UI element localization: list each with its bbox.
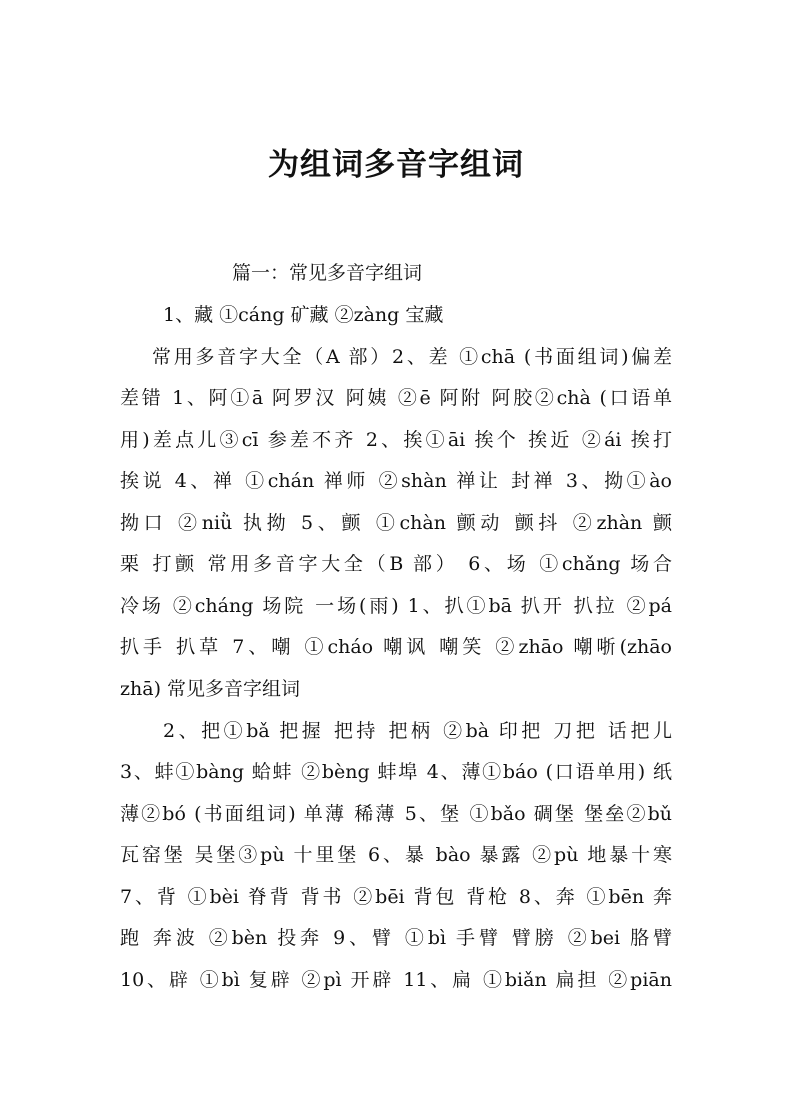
text-line: zhā) 常见多音字组词: [120, 678, 301, 700]
text-line: 拗口 ②niǜ 执拗 5、颤 ①chàn 颤动 颤抖 ②zhàn 颤: [120, 512, 672, 534]
section-subtitle: 篇一：常见多音字组词: [232, 262, 423, 284]
text-line: 跑 奔波 ②bèn 投奔 9、臂 ①bì 手臂 臂膀 ②bei 胳臂: [120, 927, 672, 949]
text-line: 差错 1、阿①ā 阿罗汉 阿姨 ②ē 阿附 阿胶②chà (口语单: [120, 387, 672, 409]
text-line: 用)差点儿③cī 参差不齐 2、挨①āi 挨个 挨近 ②ái 挨打: [120, 429, 672, 451]
document-title: 为组词多音字组词: [268, 147, 524, 183]
text-line: 冷场 ②cháng 场院 一场(雨) 1、扒①bā 扒开 扒拉 ②pá: [120, 595, 672, 617]
text-line: 薄②bó (书面组词) 单薄 稀薄 5、堡 ①bǎo 碉堡 堡垒②bǔ: [120, 803, 672, 825]
text-line: 栗 打颤 常用多音字大全（B 部） 6、场 ①chǎng 场合: [120, 553, 672, 575]
text-line: 挨说 4、禅 ①chán 禅师 ②shàn 禅让 封禅 3、拗①ào: [120, 470, 672, 492]
text-line: 扒手 扒草 7、嘲 ①cháo 嘲讽 嘲笑 ②zhāo 嘲哳(zhāo: [120, 636, 672, 658]
text-line: 10、辟 ①bì 复辟 ②pì 开辟 11、扁 ①biǎn 扁担 ②piān: [120, 969, 672, 991]
text-line: 3、蚌①bàng 蛤蚌 ②bèng 蚌埠 4、薄①báo (口语单用) 纸: [120, 761, 672, 783]
text-line: 常用多音字大全（A 部）2、差 ①chā (书面组词)偏差: [152, 346, 672, 368]
text-line: 瓦窑堡 吴堡③pù 十里堡 6、暴 bào 暴露 ②pù 地暴十寒: [120, 844, 672, 866]
text-line: 1、藏 ①cáng 矿藏 ②zàng 宝藏: [163, 304, 444, 326]
text-line: 2、把①bǎ 把握 把持 把柄 ②bà 印把 刀把 话把儿: [163, 720, 672, 742]
text-line: 7、背 ①bèi 脊背 背书 ②bēi 背包 背枪 8、奔 ①bēn 奔: [120, 886, 672, 908]
